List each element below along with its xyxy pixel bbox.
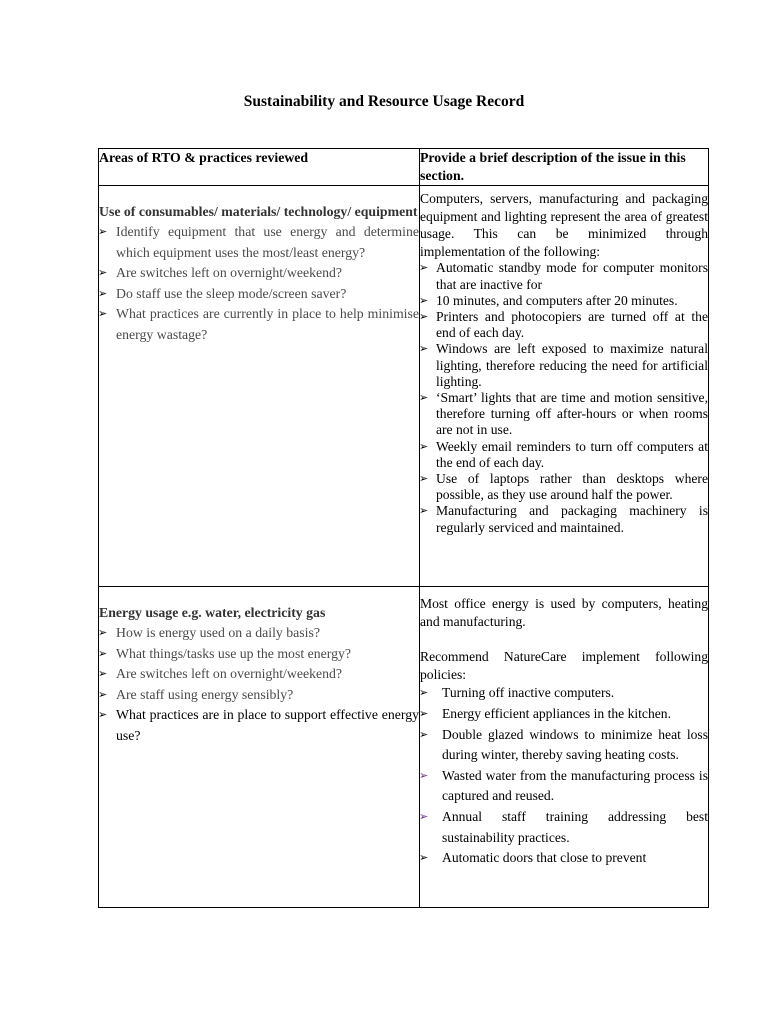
list-item: ➢ Are staff using energy sensibly? — [99, 685, 419, 706]
arrow-bullet-icon: ➢ — [419, 706, 429, 720]
list-item: ➢ Turning off inactive computers. — [420, 683, 708, 704]
table-row — [99, 587, 709, 908]
row1-intro: Computers, servers, manufacturing and packaging equipment and lighting represent the area of greatest usage. This can be minimized through implementation of the following: — [420, 191, 708, 259]
row1-heading: Use of consumables/ materials/ technology/ equipment — [99, 204, 418, 219]
row1-areas-cell — [99, 186, 420, 587]
row2-description-cell — [420, 587, 709, 908]
header-description: Provide a brief description of the issue in this section. — [420, 149, 709, 186]
list-item: ➢ Use of laptops rather than desktops where possible, as they use around half the power. — [419, 471, 708, 503]
row2-recommendation: Recommend NatureCare implement following policies: — [420, 649, 708, 682]
list-item: ➢ Are switches left on overnight/weekend? — [99, 263, 419, 284]
list-item: ➢ How is energy used on a daily basis? — [99, 623, 419, 644]
arrow-bullet-icon: ➢ — [98, 266, 108, 280]
list-item: ➢ What things/tasks use up the most energy? — [99, 644, 419, 665]
list-item: ➢ What practices are in place to support effective energy use? — [98, 707, 419, 743]
arrow-bullet-icon: ➢ — [419, 768, 429, 782]
arrow-bullet-icon: ➢ — [98, 626, 108, 639]
document-title: Sustainability and Resource Usage Record — [243, 93, 525, 110]
row1-question-list — [99, 222, 419, 346]
table-header-row — [99, 149, 709, 186]
row1-description-cell — [420, 186, 709, 587]
list-item: ➢ Are switches left on overnight/weekend? — [99, 664, 419, 685]
arrow-bullet-icon: ➢ — [419, 504, 429, 518]
arrow-bullet-icon: ➢ — [419, 342, 429, 356]
list-item: ➢ Wasted water from the manufacturing process is captured and reused. — [419, 767, 708, 804]
row2-policy-list — [420, 683, 708, 868]
table-row — [99, 186, 709, 587]
row2-intro: Most office energy is used by computers, heating and manufacturing. — [420, 596, 708, 629]
arrow-bullet-icon: ➢ — [98, 667, 108, 681]
usage-record-table — [98, 148, 709, 908]
arrow-bullet-icon: ➢ — [98, 286, 108, 300]
list-item: ➢ What practices are currently in place to help minimise energy wastage? — [98, 306, 419, 342]
row1-measure-list — [420, 260, 708, 535]
arrow-bullet-icon: ➢ — [419, 851, 429, 865]
list-item: ➢ Printers and photocopiers are turned off at the end of each day. — [419, 308, 708, 341]
list-item: ➢ Energy efficient appliances in the kitchen. — [420, 704, 708, 725]
arrow-bullet-icon: ➢ — [419, 472, 429, 486]
arrow-bullet-icon: ➢ — [419, 293, 429, 307]
arrow-bullet-icon: ➢ — [98, 225, 108, 238]
arrow-bullet-icon: ➢ — [419, 809, 429, 823]
list-item: ➢ Automatic standby mode for computer monitors that are inactive for — [419, 260, 708, 292]
arrow-bullet-icon: ➢ — [98, 307, 108, 321]
arrow-bullet-icon: ➢ — [98, 687, 108, 701]
row2-question-list — [99, 623, 419, 747]
list-item: ➢ Weekly email reminders to turn off computers at the end of each day. — [419, 438, 708, 470]
list-item: ➢ Do staff use the sleep mode/screen saver? — [99, 284, 419, 305]
list-item: ➢ 10 minutes, and computers after 20 minutes. — [419, 292, 678, 308]
arrow-bullet-icon: ➢ — [419, 439, 429, 453]
list-item: ➢ Windows are left exposed to maximize natural lighting, therefore reducing the need for artificial lighting. — [419, 341, 708, 389]
list-item: ➢ Double glazed windows to minimize heat loss during winter, thereby saving heating costs. — [419, 726, 708, 763]
paragraph-gap — [420, 630, 708, 648]
list-item: ➢ Identify equipment that use energy and determine which equipment uses the most/least energy? — [98, 224, 419, 260]
list-item: ➢ ‘Smart’ lights that are time and motion sensitive, therefore turning off after-hours or when rooms are not in use. — [419, 390, 708, 438]
arrow-bullet-icon: ➢ — [98, 646, 108, 660]
arrow-bullet-icon: ➢ — [98, 708, 108, 722]
row2-heading: Energy usage e.g. water, electricity gas — [99, 605, 326, 620]
arrow-bullet-icon: ➢ — [419, 309, 429, 323]
arrow-bullet-icon: ➢ — [419, 686, 429, 700]
arrow-bullet-icon: ➢ — [419, 261, 429, 275]
row2-areas-cell — [99, 587, 420, 908]
arrow-bullet-icon: ➢ — [419, 727, 429, 741]
header-areas: Areas of RTO & practices reviewed — [99, 149, 420, 186]
arrow-bullet-icon: ➢ — [419, 391, 429, 404]
list-item: ➢ Annual staff training addressing best sustainability practices. — [419, 808, 708, 845]
list-item: ➢ Manufacturing and packaging machinery is regularly serviced and maintained. — [419, 503, 708, 535]
list-item: ➢ Automatic doors that close to prevent — [420, 848, 708, 869]
